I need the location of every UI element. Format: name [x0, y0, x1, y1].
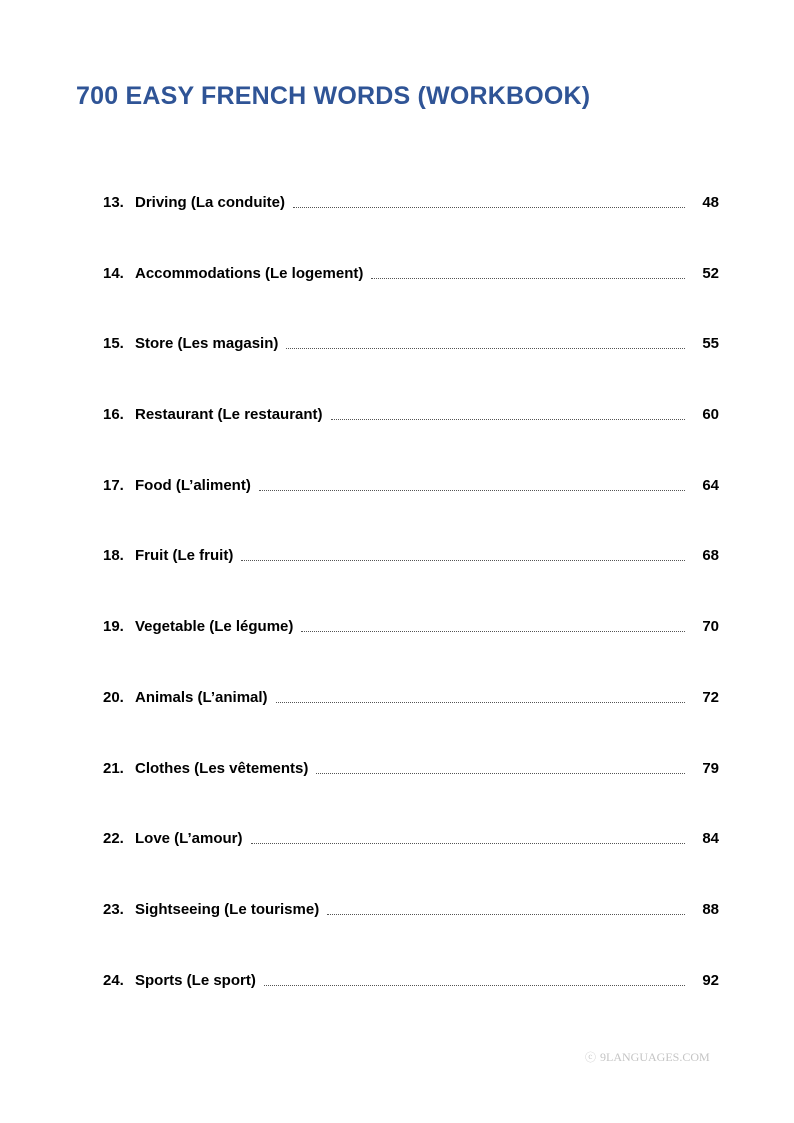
toc-dot-leader — [241, 545, 685, 561]
toc-dot-leader — [251, 828, 685, 844]
toc-entry-page: 92 — [702, 971, 719, 989]
toc-dot-leader — [276, 687, 685, 703]
toc-entry[interactable] — [103, 687, 719, 758]
toc-entry-number: 16. — [103, 406, 124, 424]
toc-entry-page: 88 — [702, 900, 719, 918]
toc-entry-label: Accommodations (Le logement) — [135, 264, 364, 282]
toc-entry-number: 13. — [103, 194, 124, 211]
toc-entry-label: Animals (L’animal) — [135, 688, 268, 706]
toc-entry-number: 15. — [103, 335, 124, 353]
page-title: 700 EASY FRENCH WORDS (WORKBOOK) — [76, 82, 591, 110]
toc-entry-number: 20. — [103, 688, 124, 706]
toc-dot-leader — [259, 475, 685, 491]
toc-dot-leader — [371, 263, 685, 279]
toc-dot-leader — [264, 970, 685, 986]
toc-entry-number: 19. — [103, 618, 124, 636]
table-of-contents — [103, 192, 719, 1040]
toc-entry-page: 68 — [702, 547, 719, 565]
toc-entry-label: Store (Les magasin) — [135, 335, 279, 353]
toc-entry-label: Food (L’aliment) — [135, 476, 251, 494]
toc-entry-label: Vegetable (Le légume) — [135, 618, 294, 636]
toc-entry[interactable] — [103, 333, 719, 404]
toc-entry[interactable] — [103, 545, 719, 616]
toc-entry-number: 23. — [103, 900, 124, 918]
toc-entry-label: Restaurant (Le restaurant) — [135, 406, 323, 424]
copyright-icon: ⓒ — [585, 1052, 596, 1064]
toc-entry-page: 70 — [702, 618, 719, 636]
toc-entry-label: Sightseeing (Le tourisme) — [135, 900, 320, 918]
toc-entry-number: 17. — [103, 476, 124, 494]
toc-entry-number: 24. — [103, 971, 124, 989]
toc-entry[interactable] — [103, 404, 719, 475]
toc-entry-number: 14. — [103, 264, 124, 282]
toc-entry[interactable] — [103, 475, 719, 546]
toc-dot-leader — [331, 404, 685, 420]
toc-entry-label: Fruit (Le fruit) — [135, 547, 234, 565]
toc-entry-label: Love (L’amour) — [135, 830, 243, 848]
toc-entry-label: Sports (Le sport) — [135, 971, 256, 989]
toc-entry-page: 84 — [702, 830, 719, 848]
toc-entry[interactable] — [103, 828, 719, 899]
toc-entry-page: 48 — [702, 194, 719, 211]
toc-entry-number: 21. — [103, 759, 124, 777]
toc-dot-leader — [301, 616, 685, 632]
toc-entry-page: 72 — [702, 688, 719, 706]
toc-entry[interactable] — [103, 899, 719, 970]
toc-entry-page: 52 — [702, 264, 719, 282]
toc-entry[interactable] — [103, 616, 719, 687]
toc-entry-number: 18. — [103, 547, 124, 565]
toc-entry-page: 55 — [702, 335, 719, 353]
toc-entry-page: 64 — [702, 476, 719, 494]
toc-entry-label: Driving (La conduite) — [135, 194, 285, 211]
copyright-watermark — [585, 1049, 710, 1065]
toc-entry[interactable] — [103, 192, 719, 263]
toc-entry[interactable] — [103, 758, 719, 829]
toc-entry[interactable] — [103, 263, 719, 334]
toc-dot-leader — [327, 899, 685, 915]
watermark-site: 9LANGUAGES.COM — [600, 1050, 710, 1064]
toc-entry-number: 22. — [103, 830, 124, 848]
toc-dot-leader — [286, 333, 685, 349]
toc-entry[interactable] — [103, 970, 719, 1041]
toc-entry-page: 60 — [702, 406, 719, 424]
toc-dot-leader — [316, 758, 685, 774]
toc-entry-page: 79 — [702, 759, 719, 777]
toc-entry-label: Clothes (Les vêtements) — [135, 759, 309, 777]
toc-dot-leader — [293, 192, 685, 208]
